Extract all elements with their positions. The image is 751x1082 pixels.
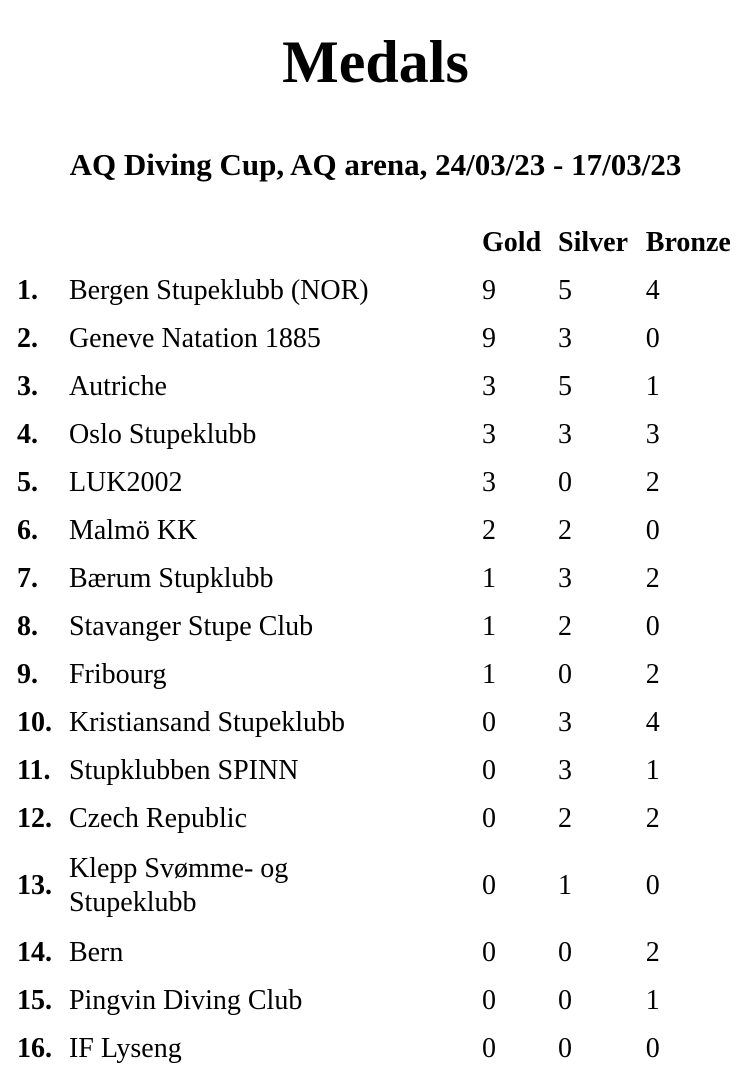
silver-cell: 0 xyxy=(558,659,573,690)
club-cell: Bern xyxy=(68,937,124,968)
gold-cell: 1 xyxy=(482,659,497,690)
header-silver: Silver xyxy=(558,227,629,258)
header-row xyxy=(17,219,751,267)
bronze-cell: 0 xyxy=(645,323,660,354)
table-row xyxy=(17,929,751,977)
rank-cell: 4. xyxy=(17,419,38,450)
club-cell: Geneve Natation 1885 xyxy=(68,323,321,354)
medals-table-body xyxy=(17,267,751,1073)
table-row xyxy=(17,267,751,315)
gold-cell: 3 xyxy=(482,467,497,498)
table-row xyxy=(17,459,751,507)
club-cell: Oslo Stupeklubb xyxy=(68,419,257,450)
gold-cell: 1 xyxy=(482,563,497,594)
gold-cell: 0 xyxy=(482,755,497,786)
rank-cell: 9. xyxy=(17,659,38,690)
gold-cell: 0 xyxy=(482,803,497,834)
bronze-cell: 2 xyxy=(645,937,660,968)
silver-cell: 3 xyxy=(558,755,573,786)
rank-cell: 8. xyxy=(17,611,38,642)
bronze-cell: 2 xyxy=(645,563,660,594)
bronze-cell: 4 xyxy=(645,707,660,738)
table-row xyxy=(17,1025,751,1073)
rank-cell: 7. xyxy=(17,563,38,594)
header-rank xyxy=(17,219,69,267)
table-row xyxy=(17,555,751,603)
silver-cell: 0 xyxy=(558,467,573,498)
gold-cell: 0 xyxy=(482,1033,497,1064)
club-cell: Fribourg xyxy=(68,659,167,690)
club-cell: Autriche xyxy=(68,371,167,402)
rank-cell: 10. xyxy=(17,707,52,738)
club-cell: IF Lyseng xyxy=(68,1033,182,1064)
silver-cell: 0 xyxy=(558,937,573,968)
silver-cell: 0 xyxy=(558,1033,573,1064)
silver-cell: 5 xyxy=(558,275,573,306)
bronze-cell: 0 xyxy=(645,515,660,546)
table-row xyxy=(17,411,751,459)
table-row xyxy=(17,843,751,929)
table-row xyxy=(17,977,751,1025)
header-bronze: Bronze xyxy=(645,227,731,258)
club-cell: Czech Republic xyxy=(68,803,248,834)
gold-cell: 3 xyxy=(482,419,497,450)
silver-cell: 2 xyxy=(558,515,573,546)
rank-cell: 1. xyxy=(17,275,38,306)
gold-cell: 9 xyxy=(482,275,497,306)
header-gold: Gold xyxy=(482,227,542,258)
rank-cell: 16. xyxy=(17,1033,52,1064)
table-row xyxy=(17,603,751,651)
rank-cell: 3. xyxy=(17,371,38,402)
club-cell: Stupklubben SPINN xyxy=(68,755,299,786)
rank-cell: 5. xyxy=(17,467,38,498)
gold-cell: 0 xyxy=(482,870,497,901)
event-subtitle: AQ Diving Cup, AQ arena, 24/03/23 - 17/03/23 xyxy=(69,147,682,182)
silver-cell: 0 xyxy=(558,985,573,1016)
rank-cell: 15. xyxy=(17,985,52,1016)
gold-cell: 0 xyxy=(482,937,497,968)
silver-cell: 3 xyxy=(558,323,573,354)
club-cell: Bergen Stupeklubb (NOR) xyxy=(68,275,369,306)
medals-table-header xyxy=(17,219,751,267)
silver-cell: 5 xyxy=(558,371,573,402)
bronze-cell: 1 xyxy=(645,755,660,786)
table-row xyxy=(17,507,751,555)
table-row xyxy=(17,315,751,363)
rank-cell: 13. xyxy=(17,870,52,901)
silver-cell: 1 xyxy=(558,870,573,901)
table-row xyxy=(17,795,751,843)
club-cell: Pingvin Diving Club xyxy=(68,985,303,1016)
gold-cell: 2 xyxy=(482,515,497,546)
silver-cell: 3 xyxy=(558,563,573,594)
header-club xyxy=(69,219,482,267)
club-cell: Kristiansand Stupeklubb xyxy=(68,707,346,738)
silver-cell: 3 xyxy=(558,707,573,738)
bronze-cell: 1 xyxy=(645,985,660,1016)
bronze-cell: 0 xyxy=(645,870,660,901)
table-row xyxy=(17,651,751,699)
medals-table xyxy=(17,219,751,1073)
bronze-cell: 3 xyxy=(645,419,660,450)
bronze-cell: 0 xyxy=(645,1033,660,1064)
bronze-cell: 4 xyxy=(645,275,660,306)
rank-cell: 14. xyxy=(17,937,52,968)
club-cell: Klepp Svømme- og Stupeklubb xyxy=(68,853,289,918)
club-cell: Stavanger Stupe Club xyxy=(68,611,314,642)
rank-cell: 11. xyxy=(17,755,51,786)
bronze-cell: 2 xyxy=(645,803,660,834)
table-row xyxy=(17,699,751,747)
gold-cell: 0 xyxy=(482,985,497,1016)
gold-cell: 0 xyxy=(482,707,497,738)
bronze-cell: 0 xyxy=(645,611,660,642)
club-cell: Bærum Stupklubb xyxy=(68,563,274,594)
gold-cell: 1 xyxy=(482,611,497,642)
bronze-cell: 2 xyxy=(645,659,660,690)
rank-cell: 2. xyxy=(17,323,38,354)
bronze-cell: 2 xyxy=(645,467,660,498)
table-row xyxy=(17,363,751,411)
gold-cell: 3 xyxy=(482,371,497,402)
silver-cell: 2 xyxy=(558,611,573,642)
gold-cell: 9 xyxy=(482,323,497,354)
silver-cell: 3 xyxy=(558,419,573,450)
rank-cell: 12. xyxy=(17,803,52,834)
bronze-cell: 1 xyxy=(645,371,660,402)
silver-cell: 2 xyxy=(558,803,573,834)
page-title: Medals xyxy=(282,29,469,95)
rank-cell: 6. xyxy=(17,515,38,546)
club-cell: LUK2002 xyxy=(68,467,183,498)
club-cell: Malmö KK xyxy=(68,515,198,546)
table-row xyxy=(17,747,751,795)
